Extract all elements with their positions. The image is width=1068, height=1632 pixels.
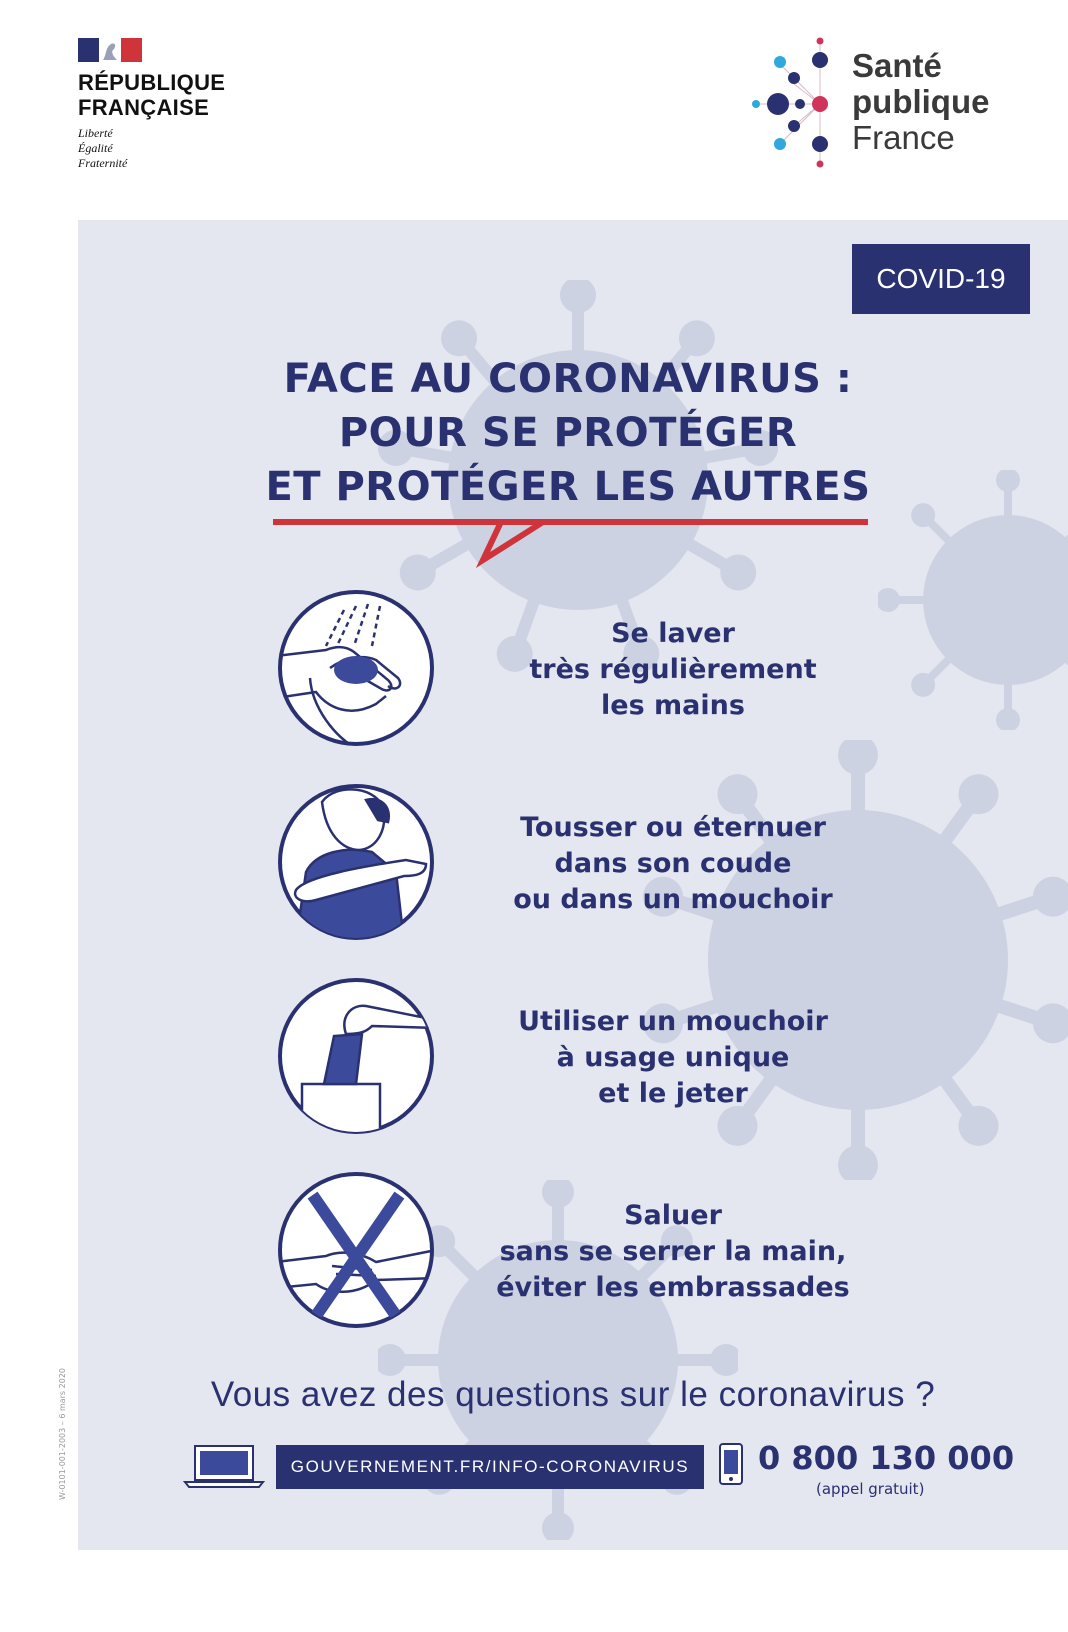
marianne-flag-icon (78, 38, 142, 62)
laptop-icon (183, 1444, 265, 1488)
gesture-text-no-handshake (473, 1198, 873, 1306)
gesture-4-line-1: Saluer (624, 1200, 722, 1231)
gesture-text-tissue (473, 1004, 873, 1112)
spf-line2: publique (852, 83, 990, 120)
gesture-text-wash-hands (473, 616, 873, 724)
gesture-1-line-1: Se laver (611, 618, 735, 649)
page-title (238, 352, 898, 514)
speech-bubble-underline (273, 518, 873, 568)
no-handshake-icon (276, 1170, 436, 1330)
cough-in-elbow-icon (276, 782, 436, 942)
mobile-phone-icon (718, 1442, 744, 1486)
motto-liberte: Liberté (78, 126, 113, 140)
gesture-row-tissue (78, 976, 1068, 1146)
hand-washing-icon (276, 588, 436, 748)
gesture-row-cough-elbow (78, 782, 1068, 952)
republique-francaise-logo (78, 38, 225, 171)
tissue-disposal-icon (276, 976, 436, 1136)
document-reference: W-0101-001-2003 – 6 mars 2020 (58, 1367, 67, 1500)
covid-badge: COVID-19 (852, 244, 1030, 314)
phone-note: (appel gratuit) (816, 1480, 925, 1498)
title-line-3: ET PROTÉGER LES AUTRES (265, 464, 871, 510)
gesture-3-line-1: Utiliser un mouchoir (518, 1006, 828, 1037)
motto-fraternite: Fraternité (78, 156, 128, 170)
motto-egalite: Égalité (78, 141, 113, 155)
info-coronavirus-link[interactable]: GOUVERNEMENT.FR/INFO-CORONAVIRUS (276, 1445, 704, 1489)
sante-publique-france-logo (752, 36, 1002, 176)
gesture-3-line-2: à usage unique (556, 1042, 790, 1073)
gesture-1-line-3: les mains (601, 690, 745, 721)
contact-bar (78, 1439, 1068, 1522)
title-line-2: POUR SE PROTÉGER (338, 410, 798, 456)
questions-heading: Vous avez des questions sur le coronavirus ? (210, 1375, 936, 1414)
republique-line1: RÉPUBLIQUE (78, 70, 226, 95)
spf-line3: France (852, 119, 955, 156)
gesture-row-wash-hands (78, 588, 1068, 758)
gesture-2-line-3: ou dans un mouchoir (513, 884, 833, 915)
gesture-row-no-handshake (78, 1170, 1068, 1340)
republique-line2: FRANÇAISE (78, 95, 210, 120)
gesture-4-line-3: éviter les embrassades (496, 1272, 850, 1303)
gesture-text-cough-elbow (473, 810, 873, 918)
gesture-2-line-2: dans son coude (554, 848, 792, 879)
gesture-1-line-2: très régulièrement (529, 654, 817, 685)
gesture-3-line-3: et le jeter (598, 1078, 748, 1109)
gesture-4-line-2: sans se serrer la main, (499, 1236, 847, 1267)
phone-number[interactable]: 0 800 130 000 (758, 1439, 1015, 1477)
gesture-2-line-1: Tousser ou éternuer (520, 812, 826, 843)
title-line-1: FACE AU CORONAVIRUS : (283, 356, 853, 402)
poster-panel (78, 220, 1068, 1550)
spf-molecule-icon (752, 36, 852, 176)
spf-line1: Santé (852, 47, 942, 84)
